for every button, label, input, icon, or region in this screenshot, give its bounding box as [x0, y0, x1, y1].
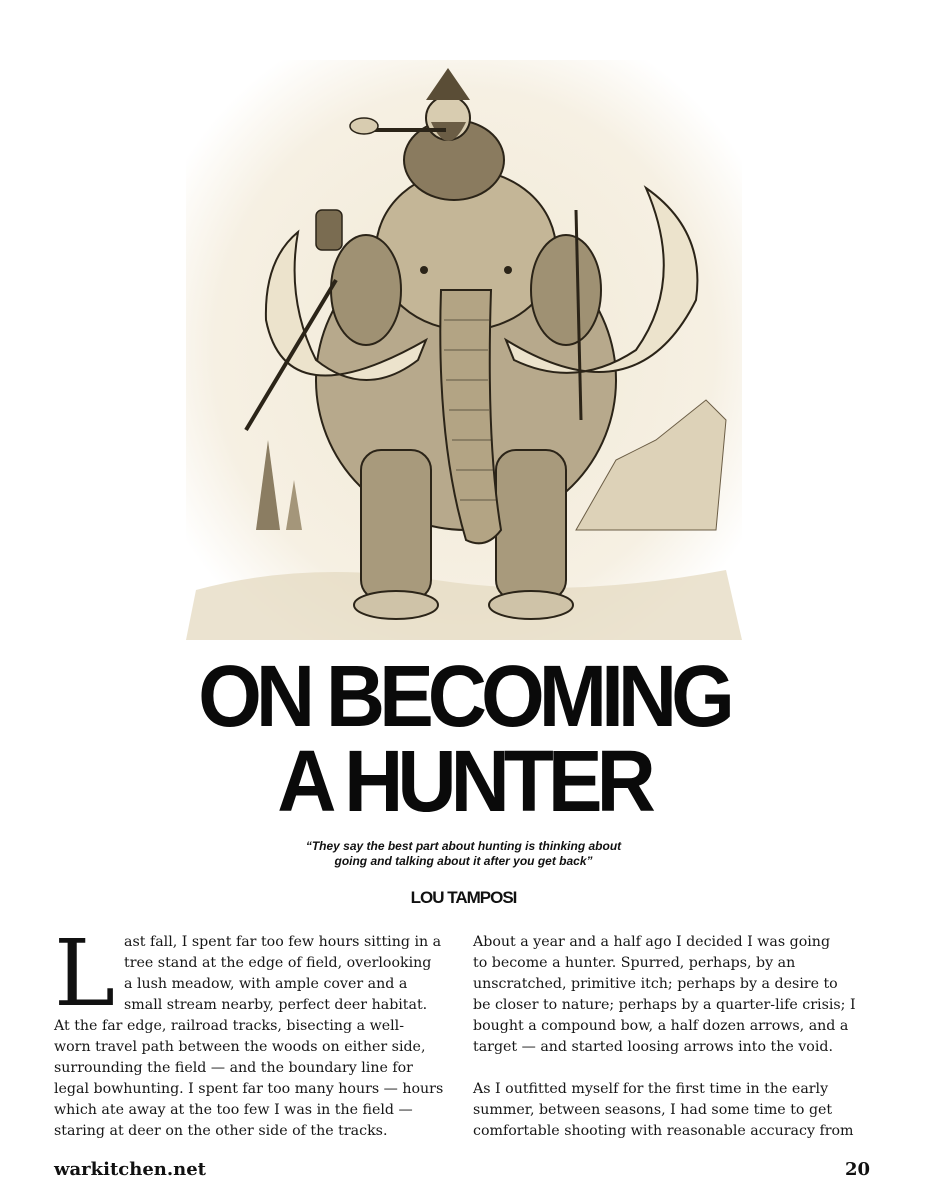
quote-line-2: going and talking about it after you get back” [334, 854, 593, 868]
body-line: worn travel path between the woods on either side, [54, 1039, 426, 1055]
drop-cap: L [54, 920, 116, 1027]
article-title [0, 648, 927, 830]
title-line-2: A HUNTER [277, 733, 650, 830]
body-line: which ate away at the too few I was in the field — [54, 1102, 413, 1118]
body-line: staring at deer on the other side of the tracks. [54, 1123, 388, 1139]
page-number: 20 [844, 1159, 870, 1180]
author-byline: LOU TAMPOSI [410, 888, 517, 907]
body-line: legal bowhunting. I spent far too many hours — hours [54, 1081, 444, 1097]
body-line: to become a hunter. Spurred, perhaps, by an [473, 955, 796, 971]
body-line: As I outfitted myself for the first time in the early [473, 1081, 829, 1097]
title-line-1: ON BECOMING [198, 648, 729, 746]
body-line: a lush meadow, with ample cover and a [124, 976, 408, 992]
body-line: About a year and a half ago I decided I was going [473, 934, 831, 950]
body-line: ast fall, I spent far too few hours sitting in a [124, 934, 442, 950]
body-line: summer, between seasons, I had some time to get [473, 1102, 833, 1118]
body-line: comfortable shooting with reasonable accuracy from [473, 1123, 854, 1139]
body-column-left [54, 920, 464, 1142]
body-line: surrounding the field — and the boundary line for [54, 1060, 413, 1076]
body-line: target — and started loosing arrows into the void. [473, 1039, 833, 1055]
body-line: unscratched, primitive itch; perhaps by a desire to [473, 976, 838, 992]
body-column-right [473, 932, 883, 1142]
footer-site-url: warkitchen.net [54, 1159, 206, 1180]
body-line: At the far edge, railroad tracks, bisecting a well- [54, 1018, 404, 1034]
body-line: tree stand at the edge of field, overlooking [124, 955, 432, 971]
quote-line-1: “They say the best part about hunting is thinking about [305, 839, 622, 853]
pull-quote [0, 839, 927, 869]
body-line: small stream nearby, perfect deer habitat. [124, 997, 428, 1013]
body-line: bought a compound bow, a half dozen arrows, and a [473, 1018, 849, 1034]
paragraph-gap [473, 1058, 883, 1079]
mammoth-rider-illustration [186, 60, 742, 640]
body-line: be closer to nature; perhaps by a quarter-life crisis; I [473, 997, 856, 1013]
